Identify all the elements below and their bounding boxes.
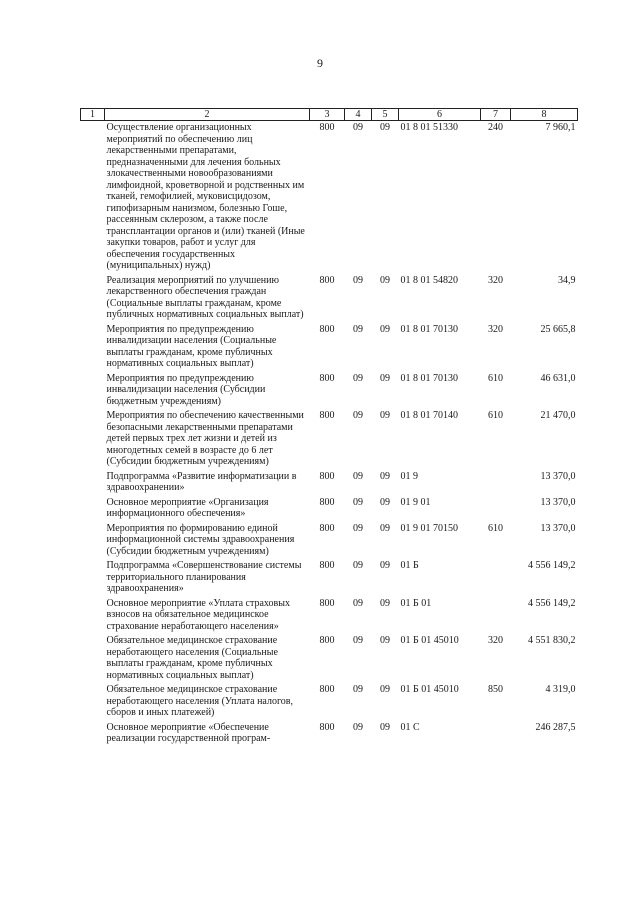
cell-expense-type: 320 bbox=[488, 274, 503, 286]
cell-empty bbox=[81, 470, 105, 496]
table-row bbox=[81, 274, 578, 323]
cell-expense-type: 610 bbox=[488, 522, 503, 534]
cell-target-article: 01 Б 01 45010 bbox=[400, 635, 459, 646]
cell-empty bbox=[81, 634, 105, 683]
table-row bbox=[81, 634, 578, 683]
cell-ministry-code: 800 bbox=[319, 597, 335, 609]
cell-amount: 246 287,5 bbox=[535, 721, 576, 733]
cell-ministry-code: 800 bbox=[319, 274, 335, 286]
cell-section-code: 09 bbox=[353, 410, 363, 421]
cell-section-code: 09 bbox=[353, 635, 363, 646]
table-row bbox=[81, 597, 578, 635]
cell-amount: 34,9 bbox=[558, 274, 576, 286]
cell-expense-type: 320 bbox=[488, 635, 503, 646]
cell-subsection-code: 09 bbox=[380, 684, 390, 695]
cell-ministry-code: 800 bbox=[319, 122, 335, 133]
cell-name: Мероприятия по обеспечению качественными безопасными лекарственными препаратами детей первых трех лет жизни и детей из многодетных семей в возрасте до 6 лет (Субсидии бюджетным учреждениям) bbox=[106, 410, 304, 467]
cell-section-code: 09 bbox=[353, 522, 363, 534]
cell-expense-type bbox=[481, 496, 511, 522]
cell-name: Реализация мероприятий по улучшению лекарственного обеспечения граждан (Социальные выплаты гражданам, кроме публичных нормативных социальных выплат) bbox=[106, 274, 304, 320]
cell-empty bbox=[81, 683, 105, 721]
cell-expense-type bbox=[481, 559, 511, 597]
cell-amount: 13 370,0 bbox=[540, 470, 576, 482]
cell-empty bbox=[81, 409, 105, 470]
cell-subsection-code: 09 bbox=[380, 560, 390, 571]
cell-expense-type: 240 bbox=[488, 122, 503, 133]
cell-subsection-code: 09 bbox=[380, 470, 390, 482]
cell-name: Подпрограмма «Развитие информатизации в здравоохранении» bbox=[106, 470, 297, 493]
cell-amount: 4 551 830,2 bbox=[528, 635, 576, 646]
cell-subsection-code: 09 bbox=[380, 496, 390, 508]
cell-ministry-code: 800 bbox=[319, 496, 335, 508]
cell-expense-type: 610 bbox=[488, 372, 503, 384]
header-col-1: 1 bbox=[81, 109, 105, 121]
cell-target-article: 01 Б 01 45010 bbox=[400, 684, 459, 695]
cell-empty bbox=[81, 496, 105, 522]
cell-subsection-code: 09 bbox=[380, 597, 390, 609]
cell-section-code: 09 bbox=[353, 122, 363, 133]
cell-target-article: 01 9 bbox=[400, 470, 418, 482]
cell-amount: 4 556 149,2 bbox=[528, 597, 576, 609]
table-row bbox=[81, 496, 578, 522]
cell-name: Мероприятия по предупреждению инвалидизации населения (Социальные выплаты гражданам, кроме публичных нормативных социальных выплат) bbox=[106, 323, 277, 369]
cell-empty bbox=[81, 323, 105, 372]
cell-empty bbox=[81, 522, 105, 560]
cell-amount: 13 370,0 bbox=[540, 522, 576, 534]
cell-amount: 46 631,0 bbox=[540, 372, 576, 384]
cell-amount: 4 556 149,2 bbox=[528, 560, 576, 571]
cell-empty bbox=[81, 121, 105, 274]
cell-amount: 21 470,0 bbox=[540, 410, 576, 421]
cell-ministry-code: 800 bbox=[319, 470, 335, 482]
cell-subsection-code: 09 bbox=[380, 122, 390, 133]
cell-section-code: 09 bbox=[353, 372, 363, 384]
cell-name: Мероприятия по предупреждению инвалидизации населения (Субсидии бюджетным учреждениям) bbox=[106, 372, 266, 407]
table-row bbox=[81, 372, 578, 410]
cell-amount: 25 665,8 bbox=[540, 323, 576, 335]
cell-target-article: 01 8 01 70140 bbox=[400, 410, 458, 421]
cell-target-article: 01 С bbox=[400, 721, 420, 733]
cell-ministry-code: 800 bbox=[319, 721, 335, 733]
cell-amount: 7 960,1 bbox=[545, 122, 576, 133]
header-row bbox=[81, 109, 578, 121]
cell-name: Основное мероприятие «Уплата страховых взносов на обязательное медицинское страхование неработающего населения» bbox=[106, 597, 290, 632]
table-row bbox=[81, 470, 578, 496]
table-row bbox=[81, 323, 578, 372]
cell-ministry-code: 800 bbox=[319, 522, 335, 534]
cell-target-article: 01 9 01 70150 bbox=[400, 522, 458, 534]
cell-ministry-code: 800 bbox=[319, 372, 335, 384]
cell-section-code: 09 bbox=[353, 597, 363, 609]
header-col-7: 7 bbox=[481, 109, 511, 121]
cell-name: Подпрограмма «Совершенствование системы территориального планирования здравоохранения» bbox=[106, 560, 302, 594]
cell-section-code: 09 bbox=[353, 470, 363, 482]
cell-subsection-code: 09 bbox=[380, 410, 390, 421]
page-number: 9 bbox=[317, 56, 323, 70]
cell-empty bbox=[81, 274, 105, 323]
cell-name: Основное мероприятие «Обеспечение реализации государственной програм- bbox=[106, 721, 271, 744]
cell-target-article: 01 8 01 70130 bbox=[400, 372, 458, 384]
table-row bbox=[81, 522, 578, 560]
budget-table bbox=[80, 108, 578, 747]
cell-expense-type: 610 bbox=[488, 410, 503, 421]
cell-subsection-code: 09 bbox=[380, 522, 390, 534]
cell-expense-type bbox=[481, 597, 511, 635]
header-col-2: 2 bbox=[105, 109, 310, 121]
table-header bbox=[81, 109, 578, 121]
cell-subsection-code: 09 bbox=[380, 274, 390, 286]
cell-section-code: 09 bbox=[353, 496, 363, 508]
cell-empty bbox=[81, 559, 105, 597]
table-row bbox=[81, 121, 578, 274]
cell-name: Мероприятия по формированию единой информационной системы здравоохранения (Субсидии бюджетным учреждениям) bbox=[106, 522, 295, 557]
table-row bbox=[81, 409, 578, 470]
table-body bbox=[81, 121, 578, 747]
cell-section-code: 09 bbox=[353, 560, 363, 571]
table-row bbox=[81, 683, 578, 721]
header-col-8: 8 bbox=[511, 109, 578, 121]
cell-ministry-code: 800 bbox=[319, 323, 335, 335]
cell-amount: 4 319,0 bbox=[545, 684, 576, 695]
cell-subsection-code: 09 bbox=[380, 323, 390, 335]
cell-target-article: 01 8 01 70130 bbox=[400, 323, 458, 335]
table-row bbox=[81, 559, 578, 597]
cell-ministry-code: 800 bbox=[319, 560, 335, 571]
cell-expense-type: 320 bbox=[488, 323, 503, 335]
cell-section-code: 09 bbox=[353, 684, 363, 695]
header-col-6: 6 bbox=[399, 109, 481, 121]
header-col-5: 5 bbox=[372, 109, 399, 121]
cell-target-article: 01 8 01 54820 bbox=[400, 274, 458, 286]
cell-ministry-code: 800 bbox=[319, 684, 335, 695]
header-col-4: 4 bbox=[345, 109, 372, 121]
cell-name: Осуществление организационных мероприятий по обеспечению лиц лекарственными препаратами, предназначенными для лечения больных злокачественными новообразованиями лимфоидной, кроветворной и родственных им тканей, гемофилией, муковисцидозом, гипофизарным нанизмом, болезнью Гоше, рассеянным склерозом, а также после трансплантации органов и (или) тканей (Иные закупки товаров, работ и услуг для обеспечения государственных (муниципальных) нужд) bbox=[106, 122, 305, 271]
cell-subsection-code: 09 bbox=[380, 372, 390, 384]
cell-empty bbox=[81, 372, 105, 410]
cell-ministry-code: 800 bbox=[319, 410, 335, 421]
cell-ministry-code: 800 bbox=[319, 635, 335, 646]
cell-target-article: 01 Б bbox=[400, 560, 419, 571]
cell-subsection-code: 09 bbox=[380, 721, 390, 733]
cell-target-article: 01 9 01 bbox=[400, 496, 431, 508]
cell-section-code: 09 bbox=[353, 323, 363, 335]
header-col-3: 3 bbox=[310, 109, 345, 121]
cell-amount: 13 370,0 bbox=[540, 496, 576, 508]
cell-target-article: 01 8 01 51330 bbox=[400, 122, 458, 133]
cell-section-code: 09 bbox=[353, 721, 363, 733]
cell-empty bbox=[81, 597, 105, 635]
cell-expense-type bbox=[481, 470, 511, 496]
cell-expense-type bbox=[481, 721, 511, 747]
cell-section-code: 09 bbox=[353, 274, 363, 286]
table-row bbox=[81, 721, 578, 747]
cell-name: Основное мероприятие «Организация информационного обеспечения» bbox=[106, 496, 269, 519]
cell-subsection-code: 09 bbox=[380, 635, 390, 646]
cell-target-article: 01 Б 01 bbox=[400, 597, 432, 609]
cell-expense-type: 850 bbox=[488, 684, 503, 695]
cell-name: Обязательное медицинское страхование неработающего населения (Социальные выплаты гражданам, кроме публичных нормативных социальных выплат) bbox=[106, 635, 278, 681]
cell-name: Обязательное медицинское страхование неработающего населения (Уплата налогов, сборов и иных платежей) bbox=[106, 684, 294, 718]
cell-empty bbox=[81, 721, 105, 747]
